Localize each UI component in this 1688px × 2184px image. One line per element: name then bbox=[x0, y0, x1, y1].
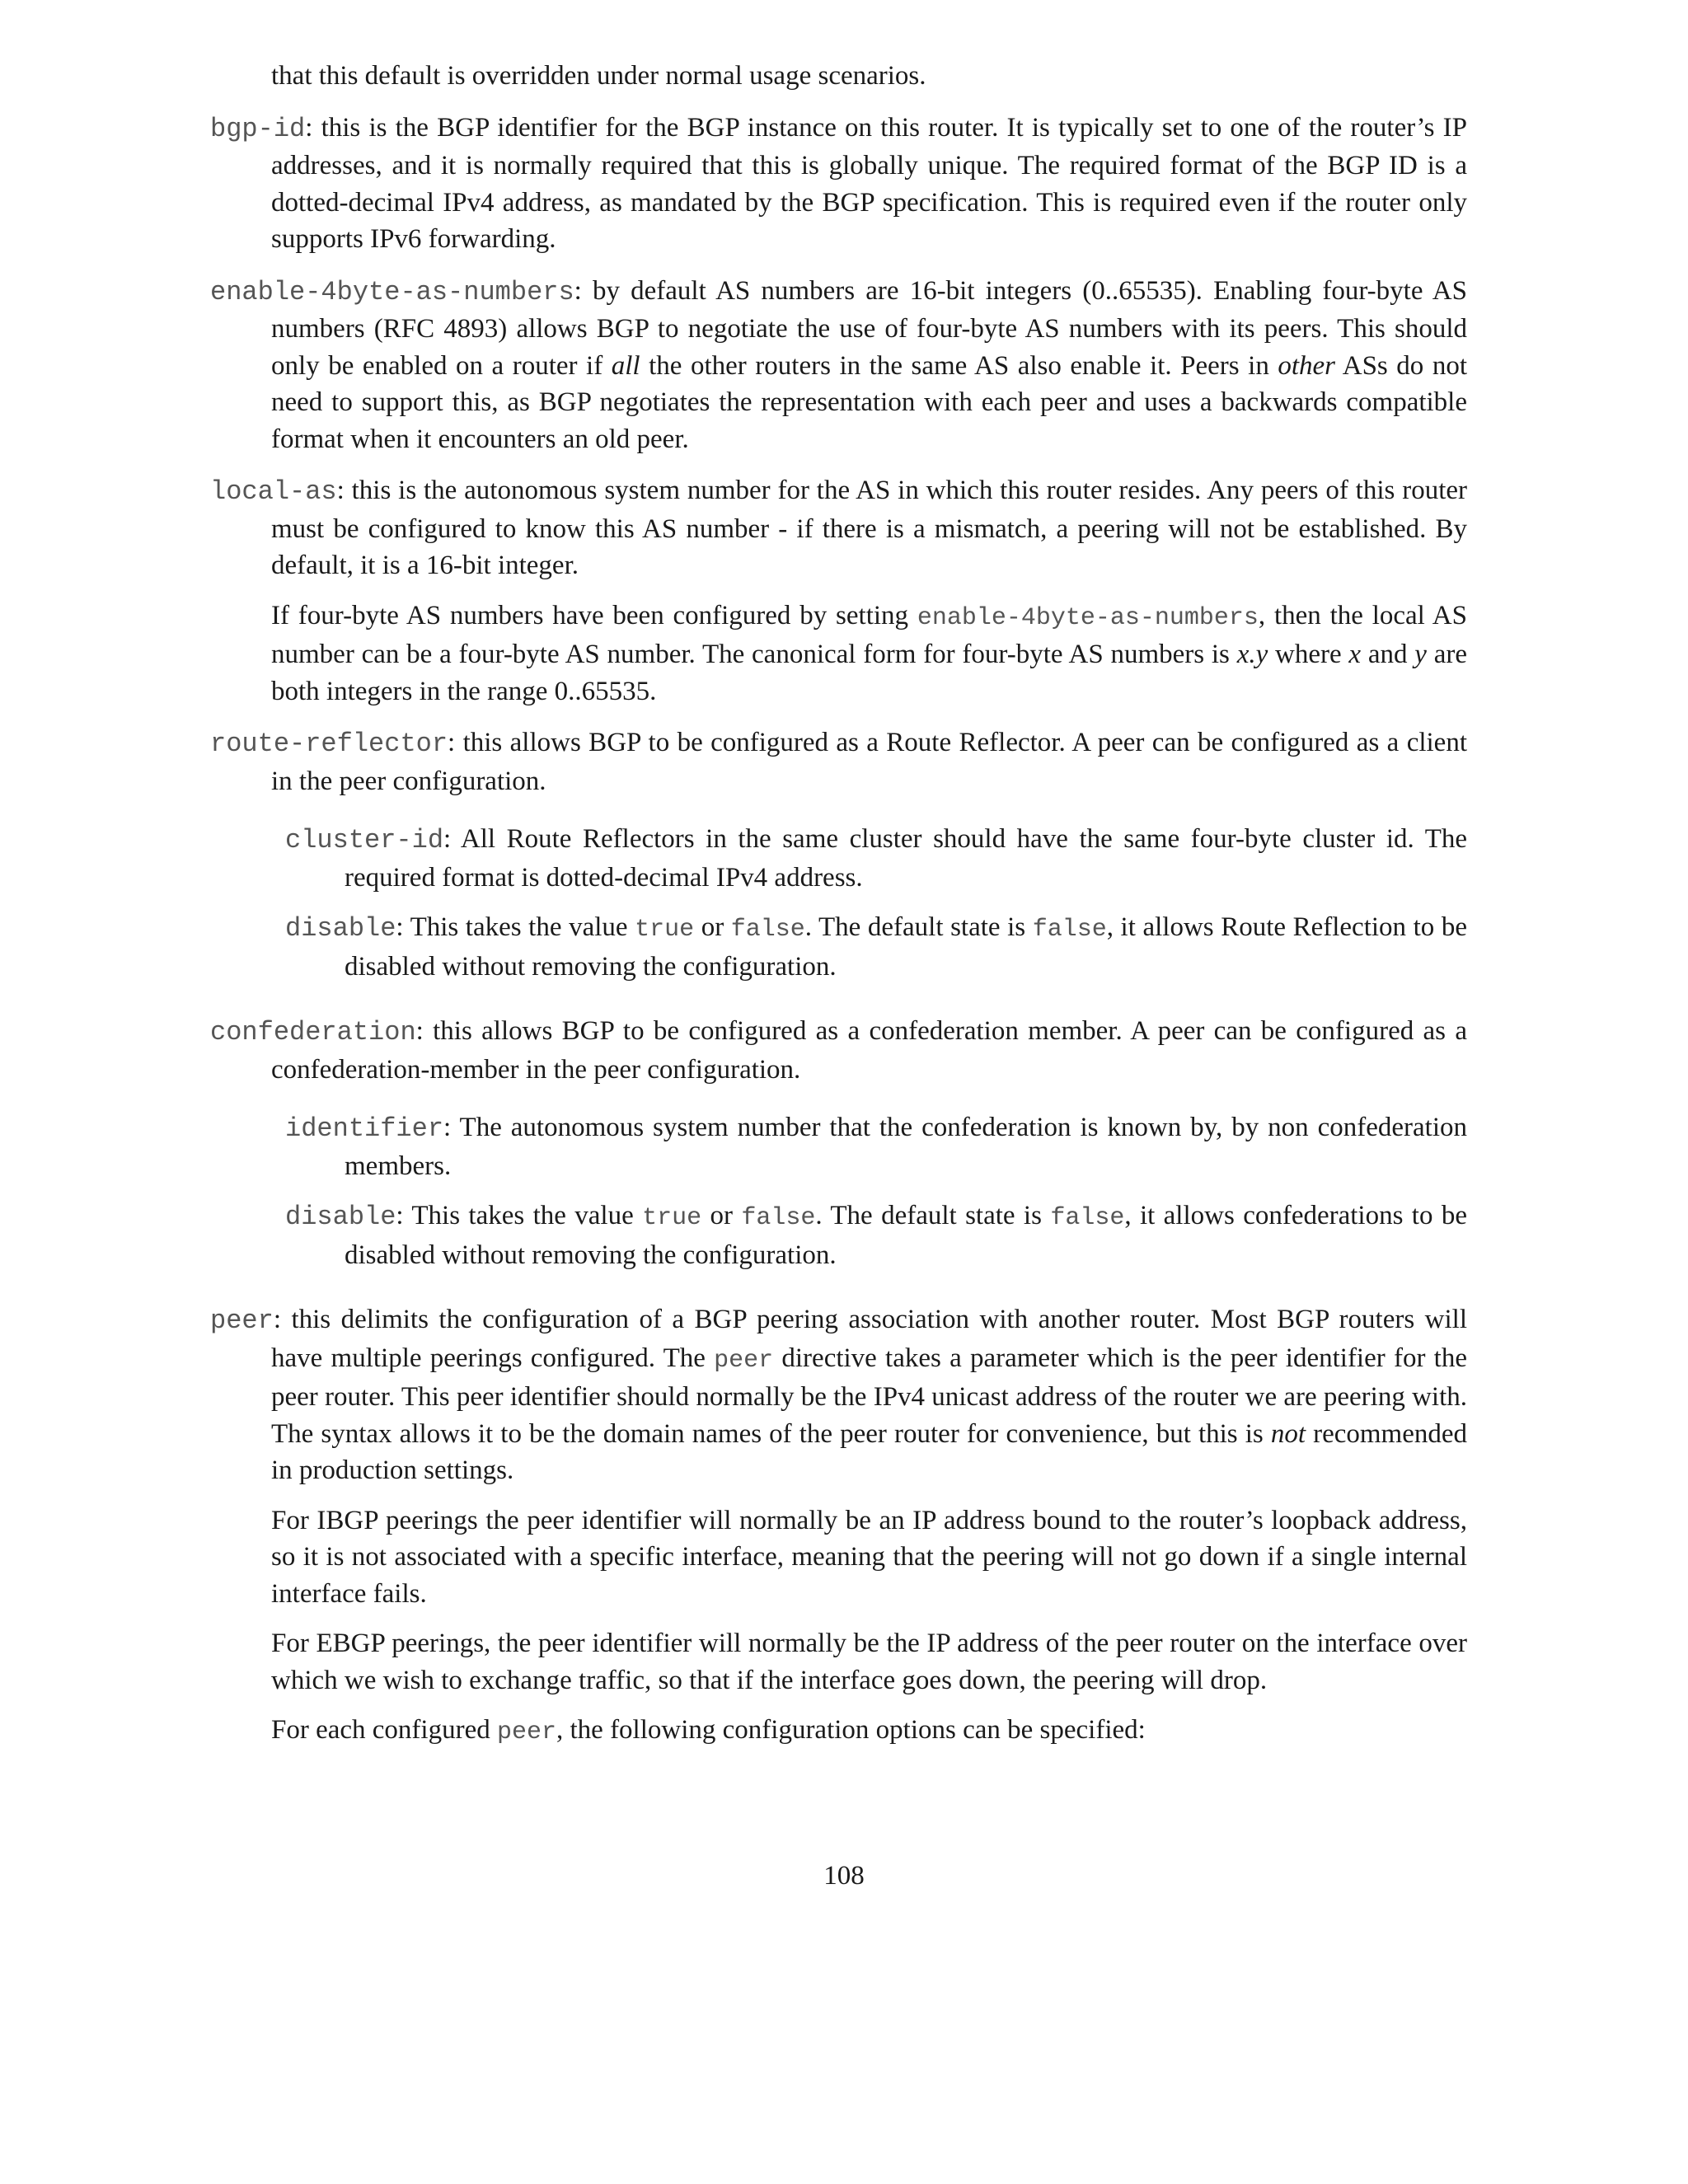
intro-paragraph bbox=[210, 58, 1467, 95]
identifier-text: : The autonomous system number that the confederation is known by, by non confederation members. bbox=[345, 1113, 1467, 1181]
peer-options-paragraph bbox=[210, 1712, 1467, 1751]
confederation-entry bbox=[210, 1013, 1467, 1088]
local-as-p2-c: where bbox=[1268, 640, 1349, 669]
peer-term: peer bbox=[210, 1305, 274, 1336]
enable-4byte-text-b: the other routers in the same AS also enable it. Peers in bbox=[640, 350, 1278, 381]
conf-or-text: or bbox=[701, 1201, 742, 1230]
page-number: 108 bbox=[823, 1861, 865, 1891]
conf-default-false-code: false bbox=[1050, 1204, 1125, 1232]
cluster-id-text: : All Route Reflectors in the same cluster should have the same four-byte cluster id. The required format is dotted-decimal IPv4 address. bbox=[345, 824, 1467, 893]
local-as-p2-b: , then the local AS number can be a four-byte AS number. The canonical form for four-byte AS numbers is bbox=[271, 600, 1467, 669]
ebgp-paragraph bbox=[210, 1625, 1467, 1699]
cluster-id-term: cluster-id bbox=[285, 825, 444, 855]
rr-disable-term: disable bbox=[285, 913, 396, 944]
ebgp-text: For EBGP peerings, the peer identifier will normally be the IP address of the peer router on the interface over which we wish to exchange traffic, so that if the interface goes down, the peering will drop. bbox=[271, 1629, 1467, 1695]
confederation-term: confederation bbox=[210, 1017, 416, 1047]
math-y: y bbox=[1414, 640, 1427, 669]
identifier-term: identifier bbox=[285, 1113, 444, 1144]
peer-text-c: recommended in production settings. bbox=[271, 1418, 1468, 1485]
rr-true-code: true bbox=[635, 916, 695, 944]
peer-options-text-a: For each configured bbox=[271, 1715, 497, 1745]
emphasis-other: other bbox=[1278, 350, 1336, 381]
route-reflector-entry bbox=[210, 724, 1467, 799]
conf-disable-text-a: : This takes the value bbox=[396, 1201, 643, 1230]
math-xy: x.y bbox=[1236, 640, 1268, 669]
rr-disable-entry bbox=[210, 909, 1467, 985]
rr-disable-text-b: . The default state is bbox=[804, 912, 1033, 942]
conf-disable-entry bbox=[210, 1197, 1467, 1273]
document-page bbox=[210, 58, 1467, 1751]
conf-false-code: false bbox=[741, 1204, 816, 1232]
conf-true-code: true bbox=[642, 1204, 702, 1232]
enable-4byte-text-c: ASs do not need to support this, as BGP negotiates the representation with each peer and uses a backwards compatible format when it encounters an old peer. bbox=[271, 350, 1467, 454]
confederation-text: : this allows BGP to be configured as a confederation member. A peer can be configured as a confederation-member in the peer configuration. bbox=[271, 1016, 1467, 1085]
peer-code: peer bbox=[714, 1346, 774, 1375]
peer-options-text-b: , the following configuration options can be specified: bbox=[556, 1715, 1146, 1745]
enable-4byte-term: enable-4byte-as-numbers bbox=[210, 276, 574, 307]
emphasis-all: all bbox=[611, 350, 640, 381]
math-x: x bbox=[1348, 640, 1362, 669]
local-as-p2-a: If four-byte AS numbers have been configured by setting bbox=[271, 600, 917, 630]
conf-disable-text-b: . The default state is bbox=[815, 1201, 1051, 1230]
rr-disable-text-a: : This takes the value bbox=[396, 912, 635, 942]
intro-text: that this default is overridden under normal usage scenarios. bbox=[271, 61, 926, 91]
bgp-id-term: bgp-id bbox=[210, 113, 306, 144]
rr-disable-text-c: , it allows Route Reflection to be disabled without removing the configuration. bbox=[345, 912, 1467, 982]
rr-false-code: false bbox=[730, 916, 805, 944]
peer-text-a: : this delimits the configuration of a BGP peering association with another router. Most BGP routers will have multiple peerings configured. The bbox=[271, 1305, 1467, 1373]
identifier-entry bbox=[210, 1109, 1467, 1184]
local-as-text: : this is the autonomous system number for the AS in which this router resides. Any peers of this router must be configured to know this AS number - if there is a mismatch, a peering will not be established. By default, it is a 16-bit integer. bbox=[271, 476, 1467, 580]
peer-text-b: directive takes a parameter which is the peer identifier for the peer router. This peer identifier should normally be the IPv4 unicast address of the router we are peering with. The syntax allows it to be the domain names of the peer router for convenience, but this is bbox=[271, 1343, 1467, 1449]
local-as-term: local-as bbox=[210, 476, 337, 507]
local-as-paragraph-2 bbox=[210, 598, 1467, 710]
cluster-id-entry bbox=[210, 821, 1467, 896]
local-as-p2-e: are both integers in the range 0..65535. bbox=[271, 640, 1467, 706]
enable-4byte-code: enable-4byte-as-numbers bbox=[917, 603, 1259, 632]
enable-4byte-text-a: : by default AS numbers are 16-bit integers (0..65535). Enabling four-byte AS numbers (RFC 4893) allows BGP to negotiate the use of four-byte AS numbers with its peers. This should only be enabled on a router if bbox=[271, 275, 1467, 381]
enable-4byte-entry bbox=[210, 273, 1467, 458]
emphasis-not: not bbox=[1270, 1418, 1306, 1449]
bgp-id-text: : this is the BGP identifier for the BGP instance on this router. It is typically set to one of the router’s IP addresses, and it is normally required that this is globally unique. The required format of the BGP ID is a dotted-decimal IPv4 address, as mandated by the BGP specification. This is required even if the router only supports IPv6 forwarding. bbox=[271, 112, 1467, 254]
local-as-p2-d: and bbox=[1361, 640, 1415, 669]
conf-disable-term: disable bbox=[285, 1202, 396, 1232]
local-as-entry bbox=[210, 472, 1467, 584]
peer-entry bbox=[210, 1301, 1467, 1489]
route-reflector-term: route-reflector bbox=[210, 729, 448, 759]
peer-options-code: peer bbox=[496, 1718, 556, 1746]
ibgp-text: For IBGP peerings the peer identifier will normally be an IP address bound to the router’s loopback address, so it is not associated with a specific interface, meaning that the peering will not go down if a single internal interface fails. bbox=[271, 1505, 1467, 1609]
route-reflector-text: : this allows BGP to be configured as a Route Reflector. A peer can be configured as a client in the peer configuration. bbox=[271, 728, 1467, 796]
rr-or-text: or bbox=[694, 912, 731, 942]
conf-disable-text-c: , it allows confederations to be disabled without removing the configuration. bbox=[345, 1201, 1467, 1270]
bgp-id-entry bbox=[210, 110, 1467, 258]
rr-default-false-code: false bbox=[1032, 916, 1107, 944]
ibgp-paragraph bbox=[210, 1502, 1467, 1613]
